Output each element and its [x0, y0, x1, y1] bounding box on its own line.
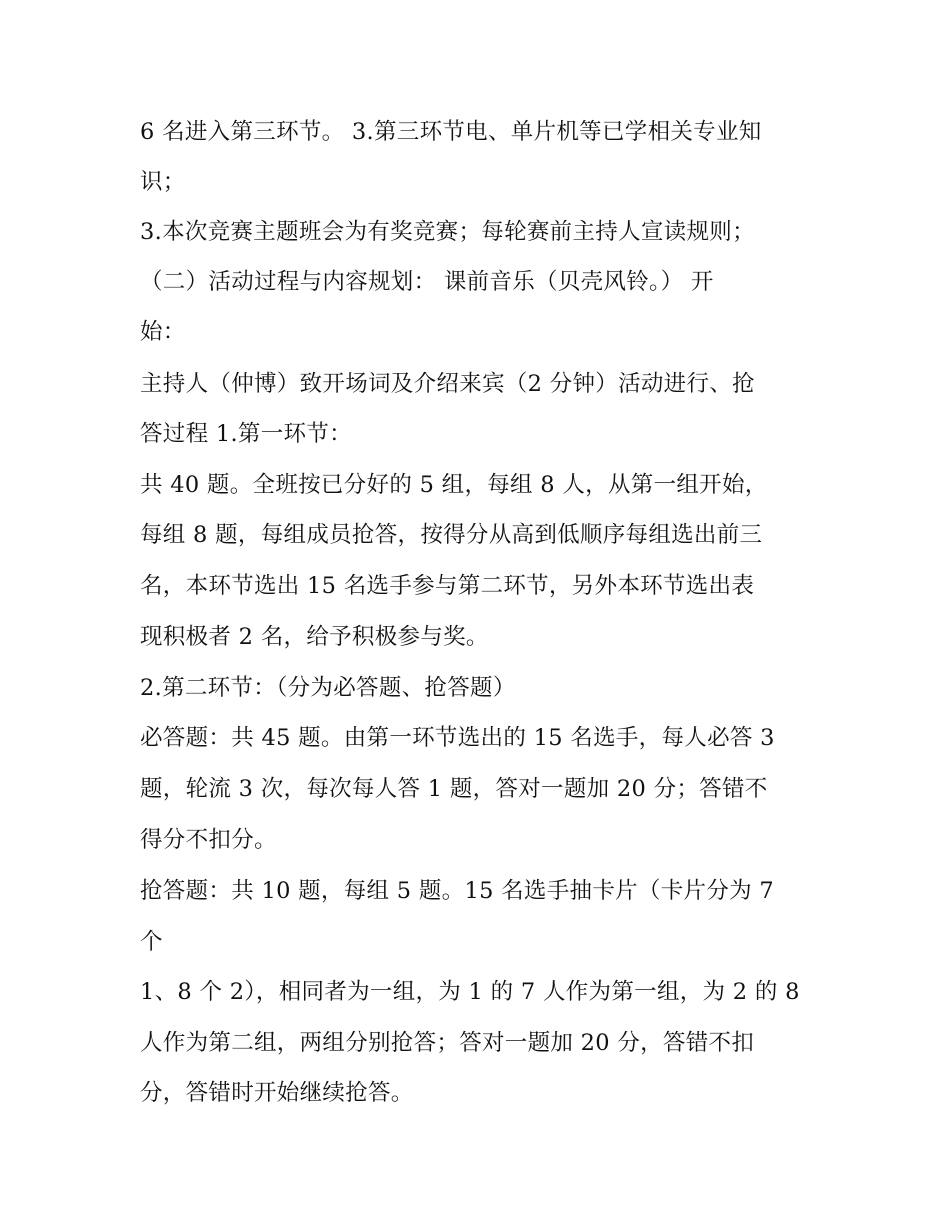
paragraph-line: 名，本环节选出 15 名选手参与第二环节，另外本环节选出表	[140, 573, 755, 599]
paragraph-line: 抢答题：共 10 题，每组 5 题。15 名选手抽卡片（卡片分为 7	[140, 878, 775, 904]
paragraph-line: 分，答错时开始继续抢答。	[140, 1080, 414, 1106]
paragraph-line: 题，轮流 3 次，每次每人答 1 题，答对一题加 20 分；答错不	[140, 776, 768, 802]
paragraph-line: 3.本次竞赛主题班会为有奖竞赛；每轮赛前主持人宣读规则；	[140, 219, 755, 245]
paragraph-line: 识；	[140, 169, 186, 195]
paragraph-line: 主持人（仲博）致开场词及介绍来宾（2 分钟）活动进行、抢	[140, 371, 755, 397]
paragraph-line: （二）活动过程与内容规划： 课前音乐（贝壳风铃。） 开	[140, 269, 714, 295]
paragraph-line: 答过程 1.第一环节：	[140, 421, 352, 447]
paragraph-line: 个	[140, 929, 163, 955]
paragraph-line: 2.第二环节：（分为必答题、抢答题）	[140, 675, 516, 701]
paragraph-line: 1、8 个 2），相同者为一组，为 1 的 7 人作为第一组，为 2 的 8	[140, 979, 800, 1005]
paragraph-line: 现积极者 2 名，给予积极参与奖。	[140, 624, 489, 650]
paragraph-line: 人作为第二组，两组分别抢答；答对一题加 20 分，答错不扣	[140, 1030, 755, 1056]
paragraph-line: 得分不扣分。	[140, 827, 277, 853]
paragraph-line: 始：	[140, 319, 186, 345]
paragraph-line: 每组 8 题，每组成员抢答，按得分从高到低顺序每组选出前三	[140, 522, 763, 548]
paragraph-line: 必答题：共 45 题。由第一环节选出的 15 名选手，每人必答 3	[140, 725, 775, 751]
paragraph-line: 6 名进入第三环节。 3.第三环节电、单片机等已学相关专业知	[140, 119, 762, 145]
paragraph-line: 共 40 题。全班按已分好的 5 组，每组 8 人，从第一组开始，	[140, 472, 768, 498]
